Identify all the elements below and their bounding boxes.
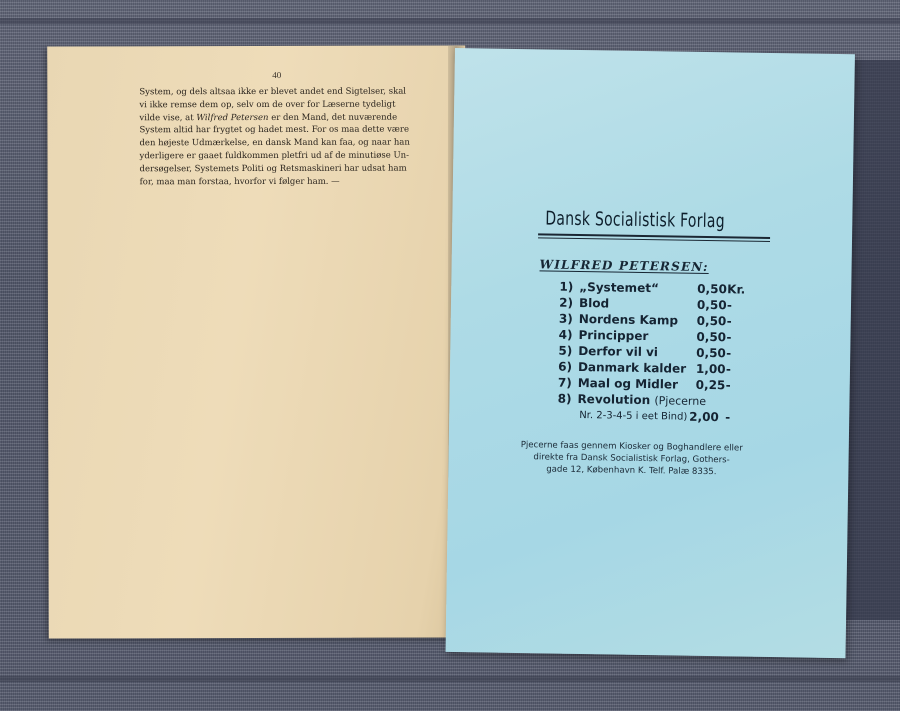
list-item: 4) Principper 0,50 - <box>558 327 732 345</box>
list-item: 5) Derfor vil vi 0,50 - <box>558 343 732 361</box>
body-text <box>139 86 437 189</box>
item-price: 2,00 <box>689 409 719 425</box>
body-line: vi ikke remse dem op, selv om de over for Læserne tydeligt <box>139 99 396 111</box>
item-title: Nordens Kamp <box>578 311 679 328</box>
body-line: vilde vise, at Wilfred Petersen er den Mand, det nuværende <box>139 112 398 123</box>
body-line: for, maa man forstaa, hvorfor vi følger ham. — <box>139 176 340 187</box>
author-heading: WILFRED PETERSEN: <box>539 257 709 275</box>
item-price: 0,50 <box>696 329 727 345</box>
left-page <box>47 45 467 638</box>
item-price: 0,25 <box>695 377 726 393</box>
body-line: den højeste Udmærkelse, en dansk Mand kan faa, og naar han <box>139 137 410 149</box>
list-item: 8) Revolution (Pjecerne <box>557 391 707 408</box>
item-price: 0,50 <box>696 345 726 361</box>
footer-note <box>500 439 763 479</box>
item-subtitle: Nr. 2-3-4-5 i eet Bind) <box>579 409 688 423</box>
list-item: 2) Blod 0,50 - <box>559 295 733 313</box>
publisher-heading: Dansk Socialistisk Forlag <box>545 207 726 233</box>
item-price: 0,50 <box>696 313 727 329</box>
list-item: 6) Danmark kalder 1,00 - <box>558 359 732 377</box>
cushion-seam-top <box>0 18 900 24</box>
item-title: Danmark kalder <box>577 359 687 376</box>
list-item-continuation: Nr. 2-3-4-5 i eet Bind) 2,00 - <box>579 409 731 425</box>
author-name-italic: Wilfred Petersen <box>196 112 269 123</box>
item-title: Revolution <box>577 391 651 408</box>
list-item: 3) Nordens Kamp 0,50 - <box>558 311 732 329</box>
item-subtitle: (Pjecerne <box>654 394 707 408</box>
price-list <box>553 280 755 427</box>
page-number: 40 <box>272 69 282 80</box>
footer-line: Pjecerne faas gennem Kiosker og Boghandlere eller <box>520 440 743 454</box>
item-title: Derfor vil vi <box>578 343 659 360</box>
item-price: 0,50 <box>696 297 727 313</box>
item-price: 1,00 <box>695 361 726 377</box>
body-line: dersøgelser, Systemets Politi og Retsmaskineri har udsat ham <box>139 163 407 175</box>
item-title: Blod <box>578 295 610 311</box>
item-price: 0,50 <box>697 281 727 297</box>
list-item: 1) „Systemet“ 0,50 Kr. <box>559 279 746 297</box>
body-line: System, og dels altsaa ikke er blevet andet end Sigtelser, skal <box>139 86 407 98</box>
item-title: Principper <box>578 327 649 344</box>
footer-line: gade 12, København K. Telf. Palæ 8335. <box>546 464 717 478</box>
body-line: yderligere er gaaet fuldkommen pletfri ud af de minutiøse Un- <box>139 150 409 162</box>
right-page <box>446 48 855 658</box>
list-item: 7) Maal og Midler 0,25 - <box>557 375 731 393</box>
body-line: System altid har frygtet og hadet mest. For os maa dette være <box>139 124 410 136</box>
item-title: „Systemet“ <box>579 279 660 296</box>
footer-line: direkte fra Dansk Socialistisk Forlag, Gothers- <box>533 452 730 466</box>
cushion-seam-bottom <box>0 676 900 682</box>
item-title: Maal og Midler <box>577 375 679 392</box>
